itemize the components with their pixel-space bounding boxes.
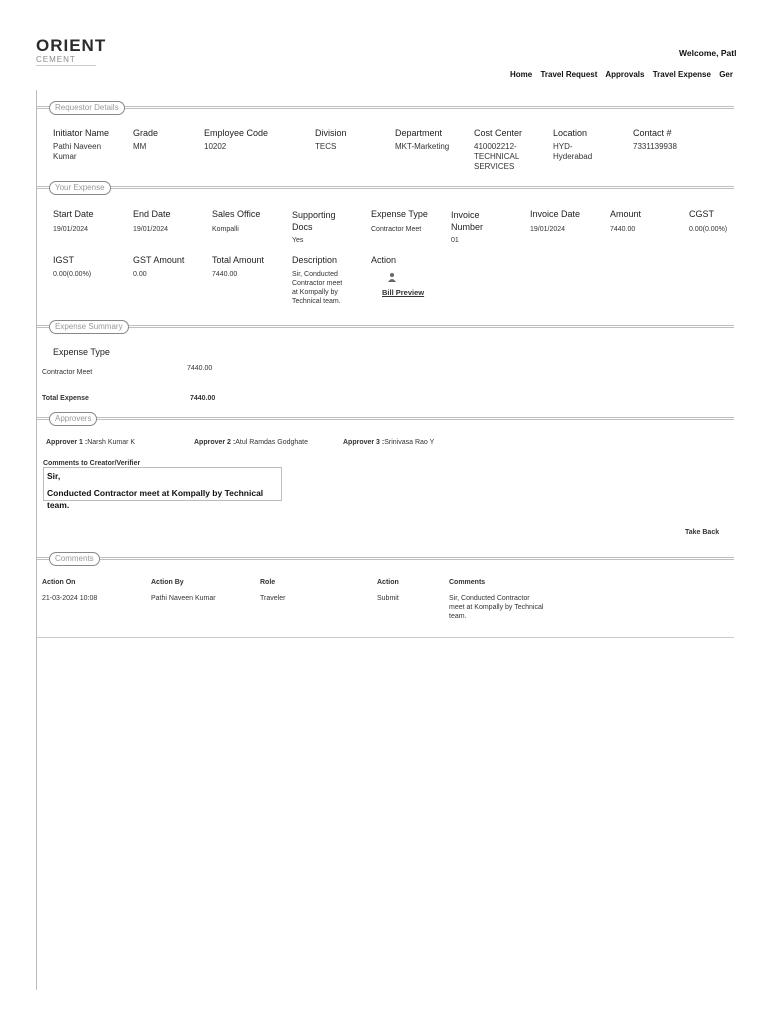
value-gst-amount: 0.00 — [133, 271, 147, 278]
label-total-amount: Total Amount — [212, 255, 265, 265]
summary-heading: Expense Type — [53, 347, 110, 357]
value-cgst: 0.00(0.00%) — [689, 226, 728, 233]
value-invoice-number: 01 — [451, 237, 459, 244]
value-description: Sir, Conducted Contractor meet at Kompally by Technical team. — [292, 271, 343, 305]
row-comments: Sir, Conducted Contractor meet at Kompally by Technical team. — [449, 595, 544, 620]
col-action-on: Action On — [42, 579, 76, 586]
label-sales-office: Sales Office — [212, 209, 261, 219]
total-expense-label: Total Expense — [42, 395, 89, 402]
row-action-on: 21-03-2024 10:08 — [42, 595, 98, 602]
value-division: TECS — [315, 142, 337, 151]
nav-approvals[interactable]: Approvals — [605, 70, 645, 79]
col-action-by: Action By — [151, 579, 184, 586]
total-expense-value: 7440.00 — [190, 395, 216, 402]
value-initiator-name: Pathi Naveen Kumar — [53, 142, 102, 161]
approver-3-name: Srinivasa Rao Y — [384, 439, 435, 446]
label-contact: Contact # — [633, 128, 672, 138]
approver-2 — [194, 438, 308, 447]
approver-2-name: Atul Ramdas Godghate — [235, 439, 308, 446]
value-end-date: 19/01/2024 — [133, 226, 169, 233]
section-divider — [37, 557, 734, 560]
label-action: Action — [371, 255, 397, 265]
label-department: Department — [395, 128, 443, 138]
value-expense-type: Contractor Meet — [371, 226, 422, 233]
value-invoice-date: 19/01/2024 — [530, 226, 566, 233]
user-icon[interactable] — [387, 269, 397, 287]
summary-expense-value: 7440.00 — [187, 365, 213, 372]
logo-subtext: CEMENT — [36, 55, 96, 66]
approver-1-label: Approver 1 : — [46, 439, 88, 446]
value-total-amount: 7440.00 — [212, 271, 238, 278]
label-start-date: Start Date — [53, 209, 94, 219]
section-divider — [37, 325, 734, 328]
approver-3-label: Approver 3 : — [343, 439, 385, 446]
approver-3 — [343, 438, 434, 447]
label-initiator-name: Initiator Name — [53, 128, 110, 138]
nav-general[interactable]: Ger — [719, 70, 733, 79]
value-supporting-docs: Yes — [292, 237, 304, 244]
approver-1 — [46, 438, 135, 447]
section-divider — [37, 186, 734, 189]
label-amount: Amount — [610, 209, 642, 219]
summary-expense-type: Contractor Meet — [42, 369, 93, 376]
label-expense-type: Expense Type — [371, 209, 428, 219]
value-contact: 7331139938 — [633, 142, 677, 151]
section-tag-requestor: Requestor Details — [49, 101, 125, 115]
bill-preview-link[interactable]: Bill Preview — [382, 288, 425, 297]
label-igst: IGST — [53, 255, 75, 265]
label-end-date: End Date — [133, 209, 171, 219]
logo-text: ORIENT — [36, 36, 107, 55]
approver-2-label: Approver 2 : — [194, 439, 236, 446]
row-role: Traveler — [260, 595, 286, 602]
top-nav — [510, 70, 739, 79]
label-description: Description — [292, 255, 338, 265]
value-start-date: 19/01/2024 — [53, 226, 89, 233]
nav-travel-expense[interactable]: Travel Expense — [652, 70, 711, 79]
comments-textarea[interactable] — [43, 467, 282, 510]
section-tag-summary: Expense Summary — [49, 320, 129, 334]
label-grade: Grade — [133, 128, 159, 138]
label-invoice-date: Invoice Date — [530, 209, 581, 219]
comments-label: Comments to Creator/Verifier — [43, 460, 141, 467]
label-cost-center: Cost Center — [474, 128, 523, 138]
label-cgst: CGST — [689, 209, 715, 219]
approver-1-name: Narsh Kumar K — [87, 439, 136, 446]
section-divider — [37, 106, 734, 109]
value-location: HYD- Hyderabad — [553, 142, 593, 161]
comment-line-2: Conducted Contractor meet at Kompally by Technical team. — [47, 488, 264, 510]
left-border — [36, 90, 37, 990]
label-employee-code: Employee Code — [204, 128, 269, 138]
nav-travel-request[interactable]: Travel Request — [540, 70, 598, 79]
content-bottom-border — [37, 637, 734, 638]
value-sales-office: Kompalli — [212, 226, 239, 233]
welcome-text: Welcome, Patl — [679, 48, 737, 58]
section-divider — [37, 417, 734, 420]
label-location: Location — [553, 128, 588, 138]
row-action-by: Pathi Naveen Kumar — [151, 595, 216, 602]
comment-line-1: Sir, — [47, 471, 61, 481]
value-igst: 0.00(0.00%) — [53, 271, 92, 278]
section-tag-approvers: Approvers — [49, 412, 97, 426]
section-tag-expense: Your Expense — [49, 181, 111, 195]
label-invoice-number: Invoice Number — [451, 210, 484, 232]
col-comments: Comments — [449, 579, 486, 586]
col-role: Role — [260, 579, 276, 586]
value-employee-code: 10202 — [204, 142, 227, 151]
section-tag-comments: Comments — [49, 552, 100, 566]
label-division: Division — [315, 128, 347, 138]
company-logo — [36, 38, 106, 66]
take-back-button[interactable]: Take Back — [685, 529, 720, 536]
row-action: Submit — [377, 595, 399, 602]
value-cost-center: 410002212- TECHNICAL SERVICES — [474, 142, 520, 171]
label-gst-amount: GST Amount — [133, 255, 185, 265]
value-amount: 7440.00 — [610, 226, 636, 233]
nav-home[interactable]: Home — [510, 70, 533, 79]
value-grade: MM — [133, 142, 147, 151]
label-supporting-docs: Supporting Docs — [292, 210, 336, 232]
value-department: MKT-Marketing — [395, 142, 450, 151]
col-action: Action — [377, 579, 399, 586]
